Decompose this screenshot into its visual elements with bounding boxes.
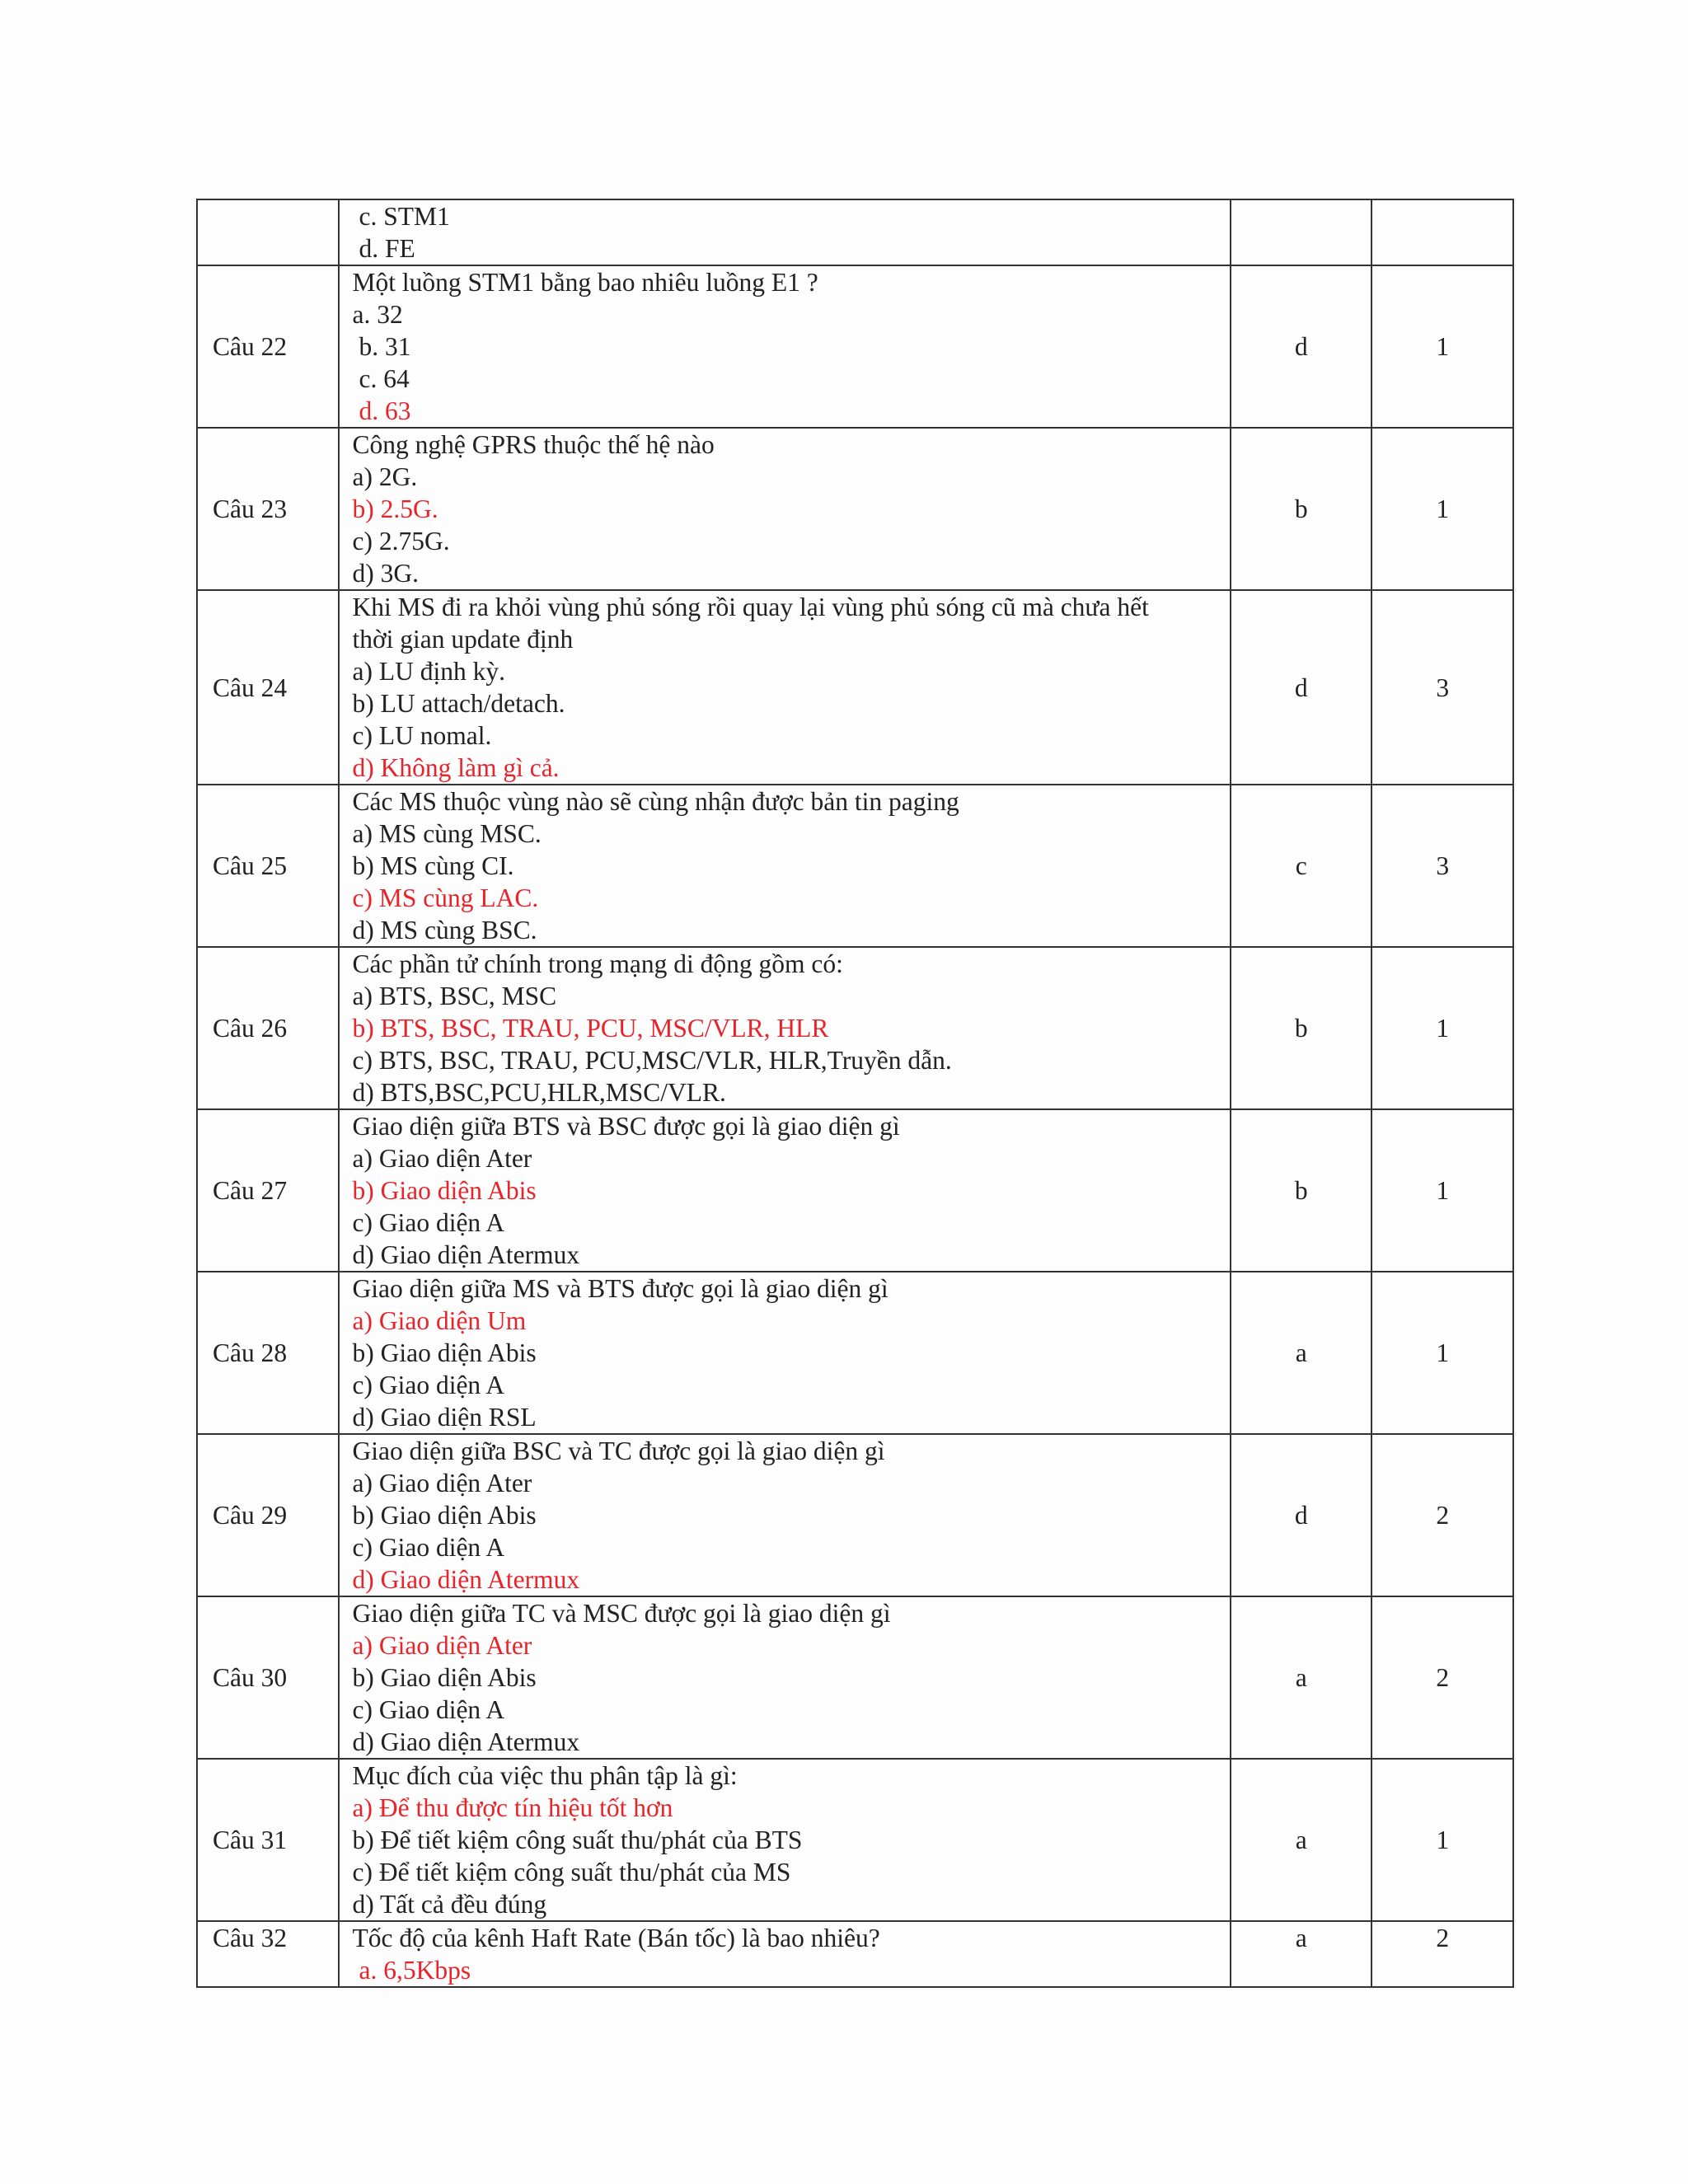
question-content — [339, 590, 1231, 785]
question-number: Câu 29 — [197, 1434, 339, 1596]
question-number: Câu 30 — [197, 1596, 339, 1759]
answer-option: c) LU nomal. — [352, 721, 492, 750]
answer-option: d) BTS,BSC,PCU,HLR,MSC/VLR. — [352, 1078, 726, 1107]
difficulty-level — [1372, 199, 1513, 265]
difficulty-level: 2 — [1372, 1596, 1513, 1759]
question-content — [339, 199, 1231, 265]
question-number: Câu 32 — [197, 1921, 339, 1987]
answer-option: a) Giao diện Um — [352, 1306, 527, 1335]
answer-option: thời gian update định — [352, 625, 574, 654]
answer-option: b) LU attach/detach. — [352, 689, 565, 718]
question-text: Mục đích của việc thu phân tập là gì: — [352, 1761, 738, 1790]
question-content — [339, 785, 1231, 947]
quiz-table-body — [197, 199, 1513, 1987]
question-number: Câu 27 — [197, 1109, 339, 1272]
answer-option: a) LU định kỳ. — [352, 657, 505, 686]
question-content — [339, 428, 1231, 590]
answer-option: b) Giao diện Abis — [352, 1663, 537, 1692]
question-text: Giao diện giữa MS và BTS được gọi là giao diện gì — [352, 1274, 889, 1303]
question-text: Công nghệ GPRS thuộc thế hệ nào — [352, 430, 715, 459]
answer-option: a) Giao diện Ater — [352, 1469, 532, 1497]
answer-option: d. 63 — [359, 396, 411, 425]
answer-option: c) Giao diện A — [352, 1208, 505, 1237]
answer-option: d) Không làm gì cả. — [352, 753, 560, 782]
answer-option: b) Giao diện Abis — [352, 1501, 537, 1530]
question-row — [197, 428, 1513, 590]
answer-option: d) MS cùng BSC. — [352, 916, 537, 944]
question-text: Giao diện giữa TC và MSC được gọi là giao diện gì — [352, 1599, 891, 1628]
answer-option: a) Giao diện Ater — [352, 1631, 532, 1660]
question-row — [197, 947, 1513, 1109]
question-text: Giao diện giữa BSC và TC được gọi là giao diện gì — [352, 1436, 885, 1465]
question-content — [339, 947, 1231, 1109]
question-content — [339, 1596, 1231, 1759]
question-number: Câu 31 — [197, 1759, 339, 1921]
difficulty-level: 2 — [1372, 1921, 1513, 1987]
correct-answer: c — [1231, 785, 1372, 947]
question-text: Các MS thuộc vùng nào sẽ cùng nhận được bản tin paging — [352, 787, 959, 816]
answer-option: c) Để tiết kiệm công suất thu/phát của MS — [352, 1858, 791, 1886]
answer-option: d) Tất cả đều đúng — [352, 1890, 547, 1919]
answer-option: c) BTS, BSC, TRAU, PCU,MSC/VLR, HLR,Truyền dẫn. — [352, 1046, 952, 1075]
answer-option: b) Giao diện Abis — [352, 1176, 537, 1205]
quiz-table — [196, 199, 1514, 1988]
question-content — [339, 1921, 1231, 1987]
answer-option: d) 3G. — [352, 559, 419, 588]
question-row — [197, 590, 1513, 785]
answer-option: c) MS cùng LAC. — [352, 883, 539, 912]
question-number: Câu 23 — [197, 428, 339, 590]
answer-option: b. 31 — [359, 332, 411, 361]
correct-answer: a — [1231, 1596, 1372, 1759]
question-text: Các phần tử chính trong mạng di động gồm có: — [352, 949, 843, 978]
answer-option: d) Giao diện Atermux — [352, 1565, 580, 1594]
question-content — [339, 1109, 1231, 1272]
answer-option: b) Giao diện Abis — [352, 1338, 537, 1367]
correct-answer: b — [1231, 947, 1372, 1109]
answer-option: a) Giao diện Ater — [352, 1144, 532, 1173]
correct-answer: a — [1231, 1759, 1372, 1921]
difficulty-level: 1 — [1372, 1109, 1513, 1272]
question-row — [197, 1596, 1513, 1759]
difficulty-level: 1 — [1372, 1272, 1513, 1434]
answer-option: d) Giao diện RSL — [352, 1403, 537, 1432]
correct-answer: d — [1231, 1434, 1372, 1596]
answer-option: a) 2G. — [352, 462, 418, 491]
answer-option: d) Giao diện Atermux — [352, 1240, 580, 1269]
difficulty-level: 3 — [1372, 590, 1513, 785]
difficulty-level: 3 — [1372, 785, 1513, 947]
question-number: Câu 28 — [197, 1272, 339, 1434]
correct-answer: d — [1231, 265, 1372, 428]
difficulty-level: 1 — [1372, 265, 1513, 428]
question-content — [339, 1434, 1231, 1596]
correct-answer: a — [1231, 1272, 1372, 1434]
correct-answer: b — [1231, 1109, 1372, 1272]
answer-option: a) BTS, BSC, MSC — [352, 982, 557, 1010]
question-number — [197, 199, 339, 265]
difficulty-level: 1 — [1372, 1759, 1513, 1921]
correct-answer: b — [1231, 428, 1372, 590]
answer-option: b) BTS, BSC, TRAU, PCU, MSC/VLR, HLR — [352, 1014, 829, 1043]
answer-option: b) 2.5G. — [352, 494, 438, 523]
answer-option: a) MS cùng MSC. — [352, 819, 542, 848]
answer-option: c) Giao diện A — [352, 1371, 505, 1399]
question-row — [197, 1921, 1513, 1987]
question-text: Giao diện giữa BTS và BSC được gọi là giao diện gì — [352, 1112, 900, 1141]
question-content — [339, 265, 1231, 428]
correct-answer: a — [1231, 1921, 1372, 1987]
question-row — [197, 1109, 1513, 1272]
question-row — [197, 1272, 1513, 1434]
question-number: Câu 24 — [197, 590, 339, 785]
answer-option: c) Giao diện A — [352, 1533, 505, 1562]
question-row — [197, 1434, 1513, 1596]
correct-answer — [1231, 199, 1372, 265]
question-text: Tốc độ của kênh Haft Rate (Bán tốc) là bao nhiêu? — [352, 1924, 880, 1952]
answer-option: a) Để thu được tín hiệu tốt hơn — [352, 1793, 673, 1822]
question-row — [197, 1759, 1513, 1921]
answer-option: b) Để tiết kiệm công suất thu/phát của BTS — [352, 1825, 803, 1854]
correct-answer: d — [1231, 590, 1372, 785]
answer-option: c. STM1 — [359, 202, 450, 231]
answer-option: b) MS cùng CI. — [352, 851, 514, 880]
question-text: Một luồng STM1 bằng bao nhiêu luồng E1 ? — [352, 268, 818, 297]
question-number: Câu 22 — [197, 265, 339, 428]
answer-option: a. 6,5Kbps — [359, 1956, 471, 1985]
answer-option: a. 32 — [352, 300, 403, 329]
question-number: Câu 25 — [197, 785, 339, 947]
answer-option: c. 64 — [359, 364, 410, 393]
question-text: Khi MS đi ra khỏi vùng phủ sóng rồi quay lại vùng phủ sóng cũ mà chưa hết — [352, 593, 1149, 621]
difficulty-level: 1 — [1372, 947, 1513, 1109]
answer-option: c) 2.75G. — [352, 527, 450, 555]
question-row — [197, 785, 1513, 947]
question-content — [339, 1272, 1231, 1434]
answer-option: d. FE — [359, 234, 415, 263]
answer-option: c) Giao diện A — [352, 1695, 505, 1724]
question-number: Câu 26 — [197, 947, 339, 1109]
difficulty-level: 1 — [1372, 428, 1513, 590]
question-row — [197, 199, 1513, 265]
question-row — [197, 265, 1513, 428]
answer-option: d) Giao diện Atermux — [352, 1727, 580, 1756]
difficulty-level: 2 — [1372, 1434, 1513, 1596]
question-content — [339, 1759, 1231, 1921]
